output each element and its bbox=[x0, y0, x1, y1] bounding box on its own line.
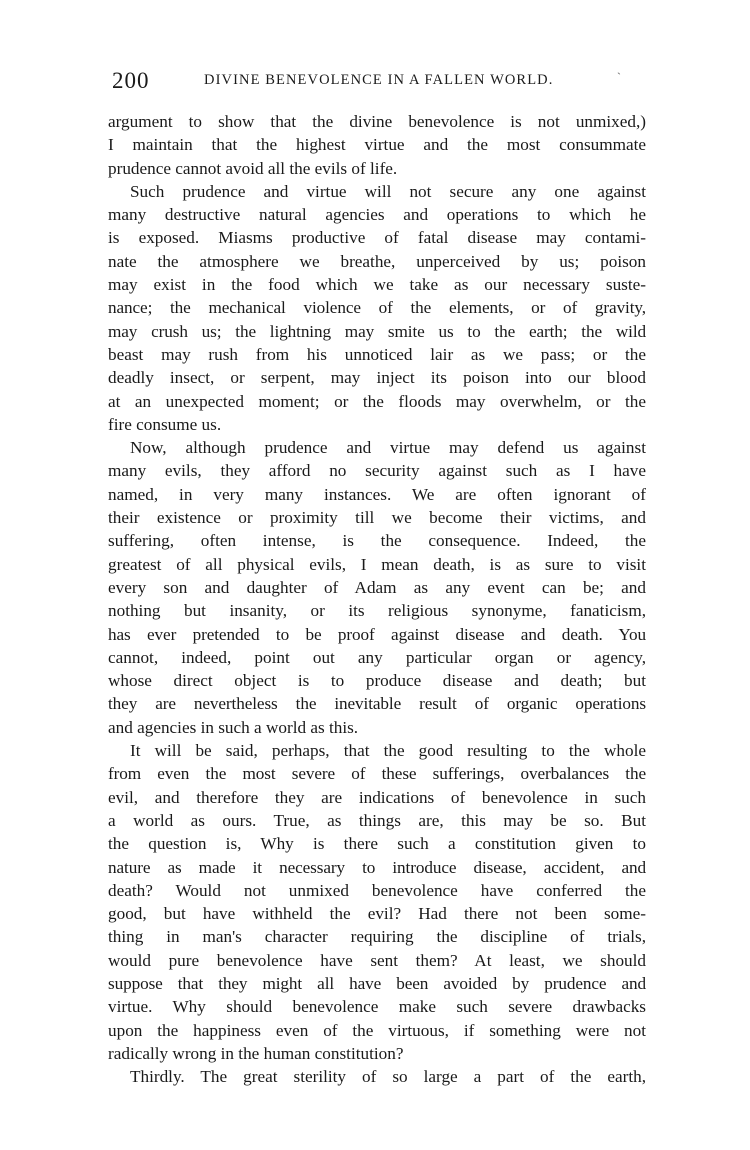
text-line: the question is, Why is there such a constitution given to bbox=[108, 834, 646, 854]
text-line: at an unexpected moment; or the floods may overwhelm, or the bbox=[108, 391, 646, 411]
text-line: evil, and therefore they are indications of benevolence in such bbox=[108, 787, 646, 807]
running-title: DIVINE BENEVOLENCE IN A FALLEN WORLD. bbox=[204, 72, 554, 88]
text-line: nate the atmosphere we breathe, unperceived by us; poison bbox=[108, 251, 646, 271]
text-line: upon the happiness even of the virtuous, if something were not bbox=[108, 1020, 646, 1040]
text-line: named, in very many instances. We are often ignorant of bbox=[108, 484, 646, 504]
text-line: would pure benevolence have sent them? At least, we should bbox=[108, 950, 646, 970]
text-line: suffering, often intense, is the consequence. Indeed, the bbox=[108, 531, 646, 551]
text-line: from even the most severe of these sufferings, overbalances the bbox=[108, 764, 646, 784]
text-line: Now, although prudence and virtue may defend us against bbox=[130, 438, 646, 458]
text-line: every son and daughter of Adam as any event can be; and bbox=[108, 577, 646, 597]
text-line: may exist in the food which we take as our necessary suste- bbox=[108, 275, 646, 295]
text-line: It will be said, perhaps, that the good resulting to the whole bbox=[130, 741, 646, 761]
text-line: nance; the mechanical violence of the elements, or of gravity, bbox=[108, 298, 646, 318]
text-line: good, but have withheld the evil? Had there not been some- bbox=[108, 904, 646, 924]
text-line: nothing but insanity, or its religious synonyme, fanaticism, bbox=[108, 601, 646, 621]
body-text bbox=[108, 110, 646, 1088]
text-line: their existence or proximity till we become their victims, and bbox=[108, 508, 646, 528]
text-line: deadly insect, or serpent, may inject its poison into our blood bbox=[108, 368, 646, 388]
text-line: Such prudence and virtue will not secure any one against bbox=[130, 181, 646, 201]
text-line: death? Would not unmixed benevolence have conferred the bbox=[108, 880, 646, 900]
text-line: Thirdly. The great sterility of so large a part of the earth, bbox=[130, 1067, 646, 1087]
text-line: thing in man's character requiring the discipline of trials, bbox=[108, 927, 646, 947]
text-line: I maintain that the highest virtue and the most consummate bbox=[108, 135, 646, 155]
text-line: fire consume us. bbox=[108, 414, 222, 434]
text-line: beast may rush from his unnoticed lair as we pass; or the bbox=[108, 344, 646, 364]
text-line: a world as ours. True, as things are, this may be so. But bbox=[108, 810, 646, 830]
text-line: and agencies in such a world as this. bbox=[108, 717, 359, 737]
text-line: has ever pretended to be proof against disease and death. You bbox=[108, 624, 646, 644]
text-line: many destructive natural agencies and operations to which he bbox=[108, 205, 646, 225]
text-line: many evils, they afford no security against such as I have bbox=[108, 461, 646, 481]
page-header bbox=[112, 68, 652, 96]
text-line: virtue. Why should benevolence make such severe drawbacks bbox=[108, 997, 646, 1017]
text-line: radically wrong in the human constitution? bbox=[108, 1043, 404, 1063]
text-line: cannot, indeed, point out any particular organ or agency, bbox=[108, 647, 646, 667]
text-line: argument to show that the divine benevolence is not unmixed,) bbox=[108, 112, 646, 131]
page-number: 200 bbox=[112, 68, 150, 93]
text-line: prudence cannot avoid all the evils of life. bbox=[108, 158, 398, 178]
text-line: nature as made it necessary to introduce disease, accident, and bbox=[108, 857, 646, 877]
text-line: is exposed. Miasms productive of fatal disease may contami- bbox=[108, 228, 646, 248]
text-line: may crush us; the lightning may smite us to the earth; the wild bbox=[108, 321, 646, 341]
text-line: suppose that they might all have been avoided by prudence and bbox=[108, 973, 646, 993]
text-line: greatest of all physical evils, I mean death, is as sure to visit bbox=[108, 554, 646, 574]
text-line: whose direct object is to produce disease and death; but bbox=[108, 671, 646, 691]
stray-mark: ` bbox=[617, 70, 621, 84]
text-line: they are nevertheless the inevitable result of organic operations bbox=[108, 694, 646, 714]
